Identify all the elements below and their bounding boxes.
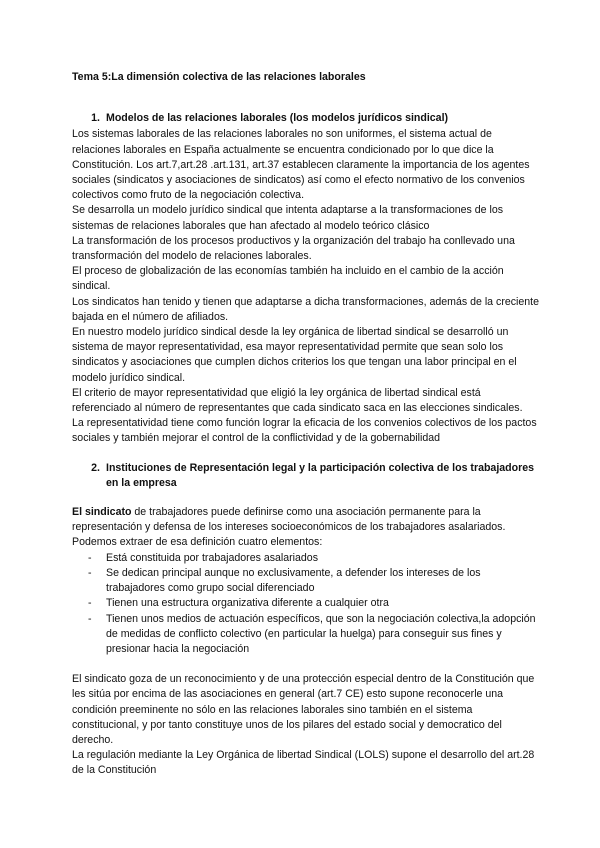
section-1-number: 1.	[91, 112, 100, 125]
list-item-text: Se dedican principal aunque no exclusivamente, a defender los intereses de los trabajadores como grupo social diferenciado	[106, 566, 481, 595]
sindicato-term: El sindicato	[72, 506, 132, 519]
spacer	[72, 657, 540, 672]
section-1-paragraph: El proceso de globalización de las economías también ha incluido en el cambio de la acción sindical.	[72, 265, 504, 293]
dash-bullet: -	[88, 566, 92, 579]
dash-bullet: -	[88, 612, 92, 625]
section-2-title: Instituciones de Representación legal y la participación colectiva de los trabajadores en la empresa	[106, 461, 535, 489]
list-item-text: Está constituida por trabajadores asalariados	[106, 551, 318, 564]
section-1-heading	[72, 111, 540, 126]
section-1-paragraph: Los sistemas laborales de las relaciones laborales no son uniformes, el sistema actual de relaciones laborales en España actualmente se encuentra condicionado por lo que dice la Constitución. Los art.7,art.28 .art.131, art.37 establecen claramente la importancia de los agentes sociales (sindicatos y asociaciones de sindicatos) así como el efecto normativo de los convenios colectivos como fruto de la negociación colectiva.	[72, 128, 530, 202]
sindicato-definition	[72, 505, 540, 551]
section-1-paragraph: Se desarrolla un modelo jurídico sindical que intenta adaptarse a la transformaciones de los sistemas de relaciones laborales que han afectado al modelo teórico clásico	[72, 204, 504, 232]
list-item	[88, 596, 540, 611]
section-2-paragraph: El sindicato goza de un reconocimiento y de una protección especial dentro de la Constitución que les sitúa por encima de las asociaciones en general (art.7 CE) esto supone reconocerle una condición preeminente no sólo en las relaciones laborales sino también en el sistema constitucional, y por tanto constituye unos de los pilares del estado social y democratico del derecho.	[72, 673, 535, 746]
section-1-title: Modelos de las relaciones laborales (los modelos jurídicos sindical)	[106, 112, 449, 125]
document-title: Tema 5:La dimensión colectiva de las relaciones laborales	[72, 71, 366, 83]
section-1-paragraph: En nuestro modelo jurídico sindical desde la ley orgánica de libertad sindical se desarrolló un sistema de mayor representatividad, esa mayor representatividad permite que sean solo los sindicatos y asociaciones que cumplen dichos criterios los que tengan una labor principal en el modelo jurídico sindical.	[72, 326, 517, 384]
section-2-paragraph: La regulación mediante la Ley Orgánica de libertad Sindical (LOLS) supone el desarrollo del art.28 de la Constitución	[72, 749, 535, 777]
section-2-heading	[72, 461, 540, 491]
list-item	[88, 566, 540, 596]
dash-bullet: -	[88, 597, 92, 610]
list-item-text: Tienen unos medios de actuación específicos, que son la negociación colectiva,la adopción de medidas de conflicto colectivo (en particular la huelga) para conseguir sus fines y presionar hacia la negociación	[106, 612, 536, 655]
sindicato-definition-text: de trabajadores puede definirse como una asociación permanente para la representación y defensa de los intereses socioeconómicos de los trabajadores asalariados. Podemos extraer de esa definición cuatro elementos:	[72, 506, 506, 549]
section-1-paragraph: El criterio de mayor representatividad que eligió la ley orgánica de libertad sindical está referenciado al número de representantes que cada sindicato saca en las elecciones sindicales.	[72, 386, 523, 415]
elements-list	[72, 551, 540, 657]
section-1-paragraph: La transformación de los procesos productivos y la organización del trabajo ha conllevado una transformación del modelo de relaciones laborales.	[72, 234, 515, 263]
list-item	[88, 551, 540, 566]
section-2-number: 2.	[91, 461, 100, 474]
section-1-paragraph: La representatividad tiene como función lograr la eficacia de los convenios colectivos de los pactos sociales y también mejorar el control de la conflictividad y de la gobernabilidad	[72, 417, 537, 445]
list-item	[88, 612, 540, 658]
dash-bullet: -	[88, 551, 92, 564]
list-item-text: Tienen una estructura organizativa diferente a cualquier otra	[106, 597, 389, 610]
section-1-paragraph: Los sindicatos han tenido y tienen que adaptarse a dicha transformaciones, además de la creciente bajada en el número de afiliados.	[72, 295, 540, 323]
